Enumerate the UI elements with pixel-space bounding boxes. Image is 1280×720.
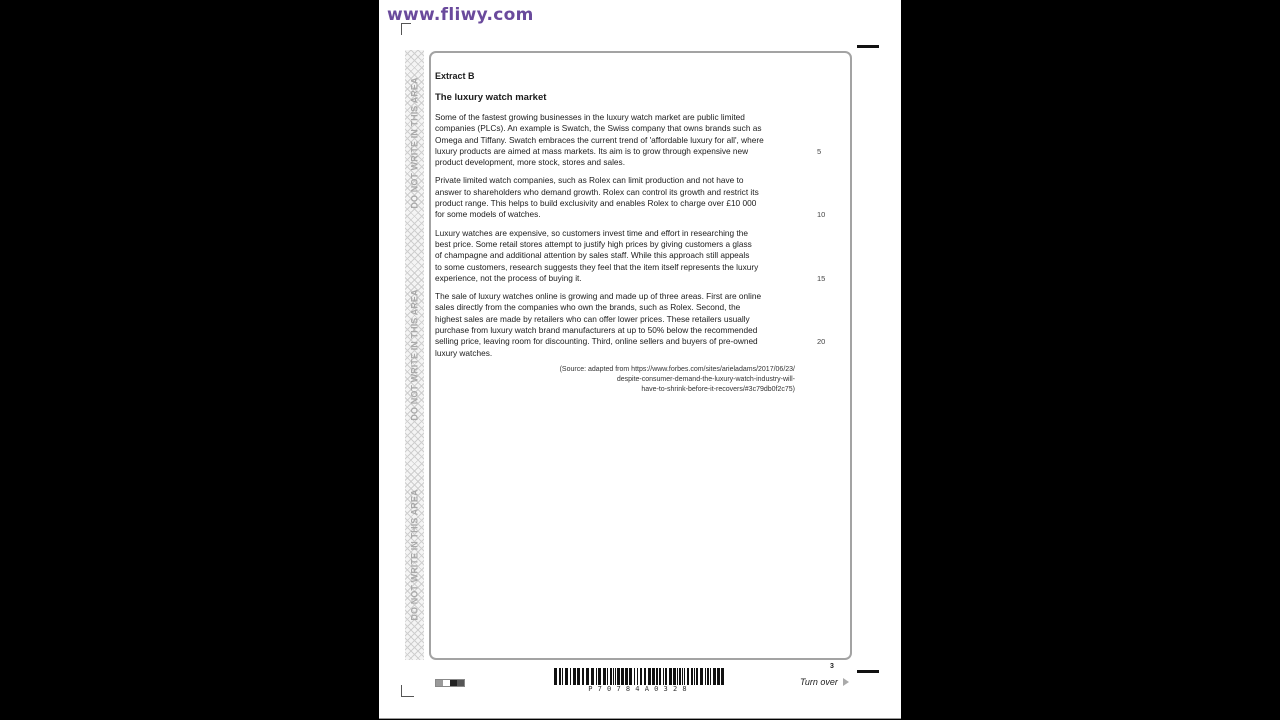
line-number: 10 xyxy=(817,210,826,220)
extract-label: Extract B xyxy=(435,71,475,81)
text-line: experience, not the process of buying it. xyxy=(435,272,582,283)
line-number: 5 xyxy=(817,147,822,156)
source-line: (Source: adapted from https://www.forbes.com/sites/arieladams/2017/06/23/ xyxy=(559,366,795,373)
color-swatch xyxy=(436,680,443,686)
text-line: purchase from luxury watch brand manufacturers at up to 50% below the recommended xyxy=(435,325,758,336)
text-line: luxury watches. xyxy=(435,347,493,358)
text-line: Luxury watches are expensive, so customers invest time and effort in researching the xyxy=(435,227,748,238)
source-line: have-to-shrink-before-it-recovers/#3c79db0f2c75) xyxy=(641,386,795,393)
paragraph-1 xyxy=(435,112,822,168)
crop-mark-bottom-left xyxy=(401,685,414,697)
text-line: Omega and Tiffany. Swatch embraces the current trend of 'affordable luxury for all', where xyxy=(435,134,764,145)
color-swatch xyxy=(450,680,457,686)
text-line: luxury products are aimed at mass markets. Its aim is to grow through expensive new xyxy=(435,145,749,156)
text-line: answer to shareholders who demand growth. Rolex can control its growth and restrict its xyxy=(435,186,759,197)
page-number: 3 xyxy=(830,663,834,670)
line-number: 15 xyxy=(817,273,826,283)
registration-mark-bottom-right xyxy=(857,670,879,673)
color-calibration-bar xyxy=(435,679,465,687)
margin-warning-1 xyxy=(405,58,424,228)
margin-warning-text: DO NOT WRITE IN THIS AREA xyxy=(409,289,420,421)
turn-over-label xyxy=(800,677,849,687)
paragraph-3 xyxy=(435,227,826,284)
barcode xyxy=(554,668,726,685)
turn-over-text: Turn over xyxy=(800,677,838,687)
text-line: to some customers, research suggests they feel that the item itself represents the luxury xyxy=(435,261,759,272)
text-line: selling price, leaving room for discounting. Third, online sellers and buyers of pre-owned xyxy=(435,336,758,347)
crop-mark-top-left xyxy=(401,23,411,35)
extract-content xyxy=(435,70,826,366)
barcode-gap xyxy=(724,668,725,685)
text-line: highest sales are made by retailers who can offer lower prices. These retailers usually xyxy=(435,313,750,324)
text-line: of champagne and additional attention by sales staff. While this approach still appeals xyxy=(435,250,750,261)
exam-page xyxy=(379,0,901,719)
margin-warning-text: DO NOT WRITE IN THIS AREA xyxy=(409,77,420,209)
paragraph-2 xyxy=(435,175,826,220)
text-line: sales directly from the companies who own the brands, such as Rolex. Second, the xyxy=(435,302,741,313)
arrow-right-icon xyxy=(843,678,849,686)
watermark: www.fliwy.com xyxy=(387,5,534,25)
margin-warning-2 xyxy=(405,270,424,440)
paragraph-4 xyxy=(435,291,826,359)
text-line: for some models of watches. xyxy=(435,209,541,220)
text-line: product range. This helps to build exclusivity and enables Rolex to charge over £10 000 xyxy=(435,198,757,209)
registration-mark-top-right xyxy=(857,45,879,48)
text-line: best price. Some retail stores attempt to justify high prices by giving customers a glass xyxy=(435,238,752,249)
source-line: despite-consumer-demand-the-luxury-watch-industry-will- xyxy=(616,376,795,383)
barcode-text: P70784A0328 xyxy=(588,685,692,693)
text-line: companies (PLCs). An example is Swatch, the Swiss company that owns brands such as xyxy=(435,123,762,134)
margin-warning-text: DO NOT WRITE IN THIS AREA xyxy=(409,489,420,621)
color-swatch xyxy=(457,680,464,686)
source-citation xyxy=(435,365,795,395)
extract-title: The luxury watch market xyxy=(435,92,547,103)
text-line: product development, more stock, stores and sales. xyxy=(435,157,626,168)
text-line: The sale of luxury watches online is growing and made up of three areas. First are online xyxy=(435,291,762,302)
margin-warning-3 xyxy=(405,470,424,640)
text-line: Private limited watch companies, such as Rolex can limit production and not have to xyxy=(435,175,744,186)
color-swatch xyxy=(443,680,450,686)
line-number: 20 xyxy=(817,337,826,347)
text-line: Some of the fastest growing businesses in the luxury watch market are public limited xyxy=(435,112,745,122)
